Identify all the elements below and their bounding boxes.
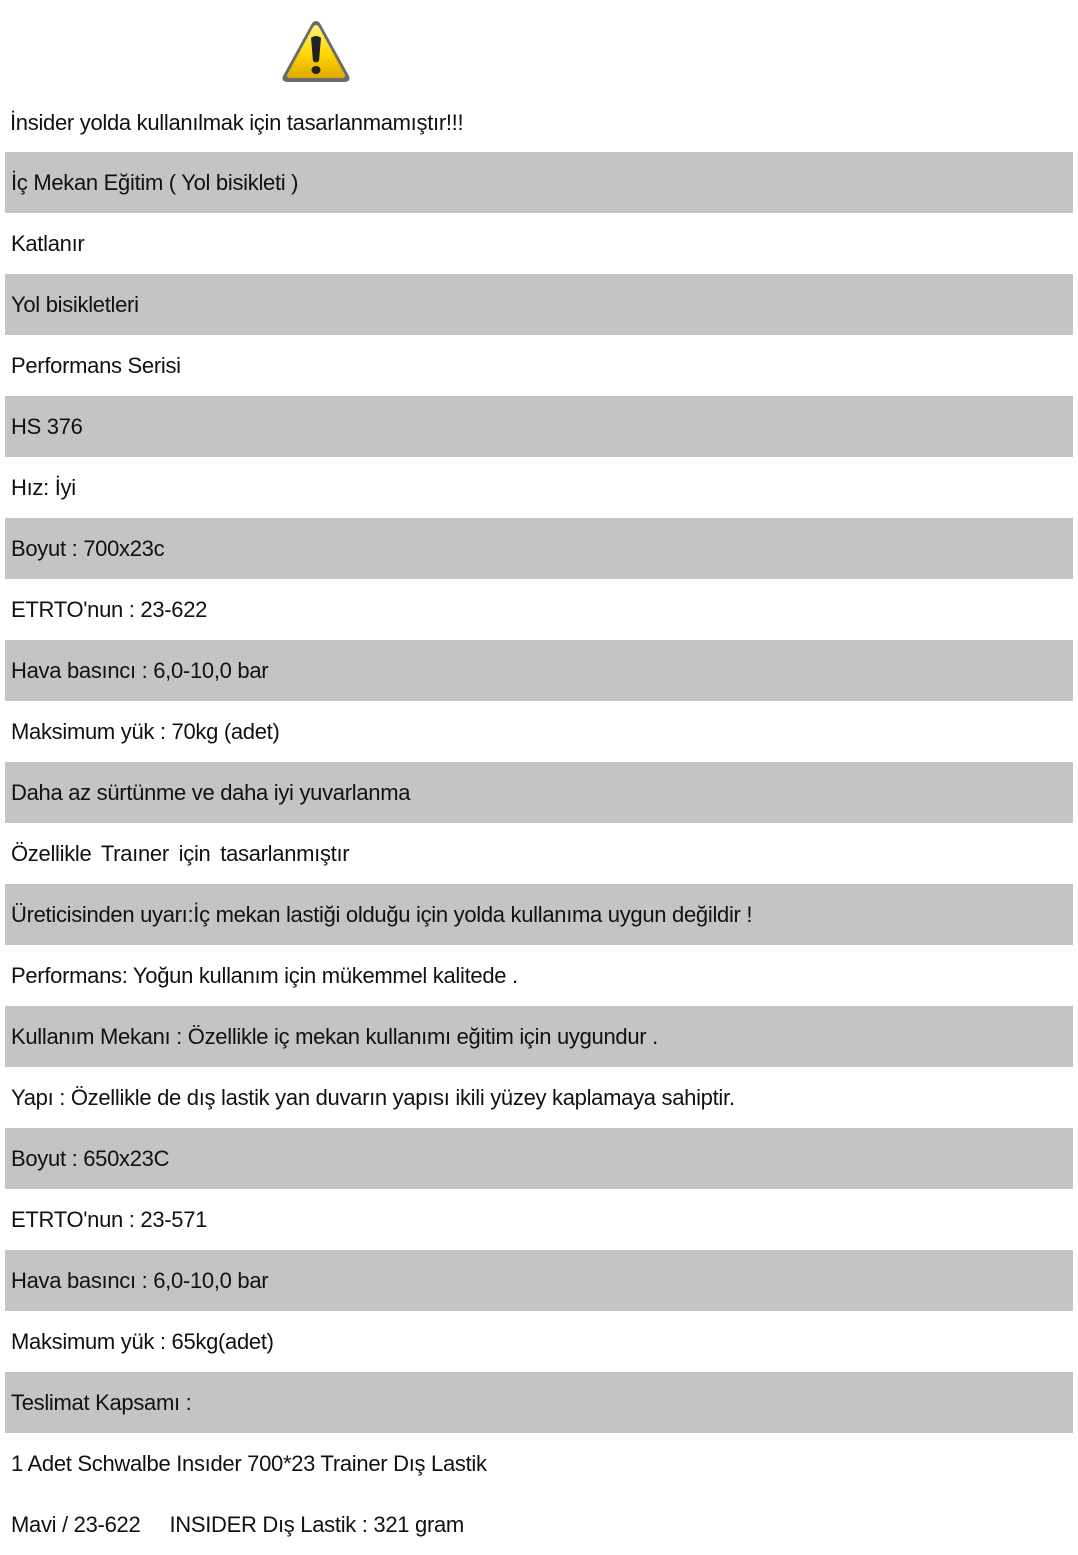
spec-row-speed: Hız: İyi	[11, 474, 76, 500]
spec-row-size-700: Boyut : 700x23c	[5, 518, 1073, 579]
intro-warning-text: İnsider yolda kullanılmak için tasarlanmamıştır!!!	[10, 110, 464, 135]
spec-row-weight: Mavi / 23-622 INSIDER Dış Lastik : 321 gram	[11, 1511, 464, 1537]
spec-row-manufacturer-warning: Üreticisinden uyarı:İç mekan lastiği olduğu için yolda kullanıma uygun değildir !	[5, 884, 1073, 945]
spec-row-performance: Performans: Yoğun kullanım için mükemmel kalitede .	[11, 962, 518, 988]
spec-row-max-load-70: Maksimum yük : 70kg (adet)	[11, 718, 280, 744]
spec-row-pressure-1: Hava basıncı : 6,0-10,0 bar	[5, 640, 1073, 701]
spec-row-etrto-571: ETRTO'nun : 23-571	[11, 1206, 208, 1232]
spec-row-series: Performans Serisi	[11, 352, 181, 378]
spec-row-bike-type: Yol bisikletleri	[5, 274, 1073, 335]
spec-row-max-load-65: Maksimum yük : 65kg(adet)	[11, 1328, 274, 1354]
spec-row-rolling: Daha az sürtünme ve daha iyi yuvarlanma	[5, 762, 1073, 823]
warning-icon	[280, 18, 352, 86]
spec-row-trainer: Özellikle Traıner için tasarlanmıştır	[11, 840, 350, 866]
spec-row-delivery-item: 1 Adet Schwalbe Insıder 700*23 Trainer Dış Lastik	[11, 1450, 487, 1476]
warning-triangle-icon	[280, 18, 352, 86]
spec-row-pressure-2: Hava basıncı : 6,0-10,0 bar	[5, 1250, 1073, 1311]
spec-row-delivery-scope: Teslimat Kapsamı :	[5, 1372, 1073, 1433]
spec-row-usage: İç Mekan Eğitim ( Yol bisikleti )	[5, 152, 1073, 213]
spec-row-foldable: Katlanır	[11, 230, 85, 256]
spec-row-etrto-622: ETRTO'nun : 23-622	[11, 596, 208, 622]
spec-row-usage-place: Kullanım Mekanı : Özellikle iç mekan kullanımı eğitim için uygundur .	[5, 1006, 1073, 1067]
spec-row-structure: Yapı : Özellikle de dış lastik yan duvarın yapısı ikili yüzey kaplamaya sahiptir.	[11, 1084, 735, 1110]
spec-row-model: HS 376	[5, 396, 1073, 457]
spec-list	[5, 152, 1073, 1555]
spec-row-size-650: Boyut : 650x23C	[5, 1128, 1073, 1189]
